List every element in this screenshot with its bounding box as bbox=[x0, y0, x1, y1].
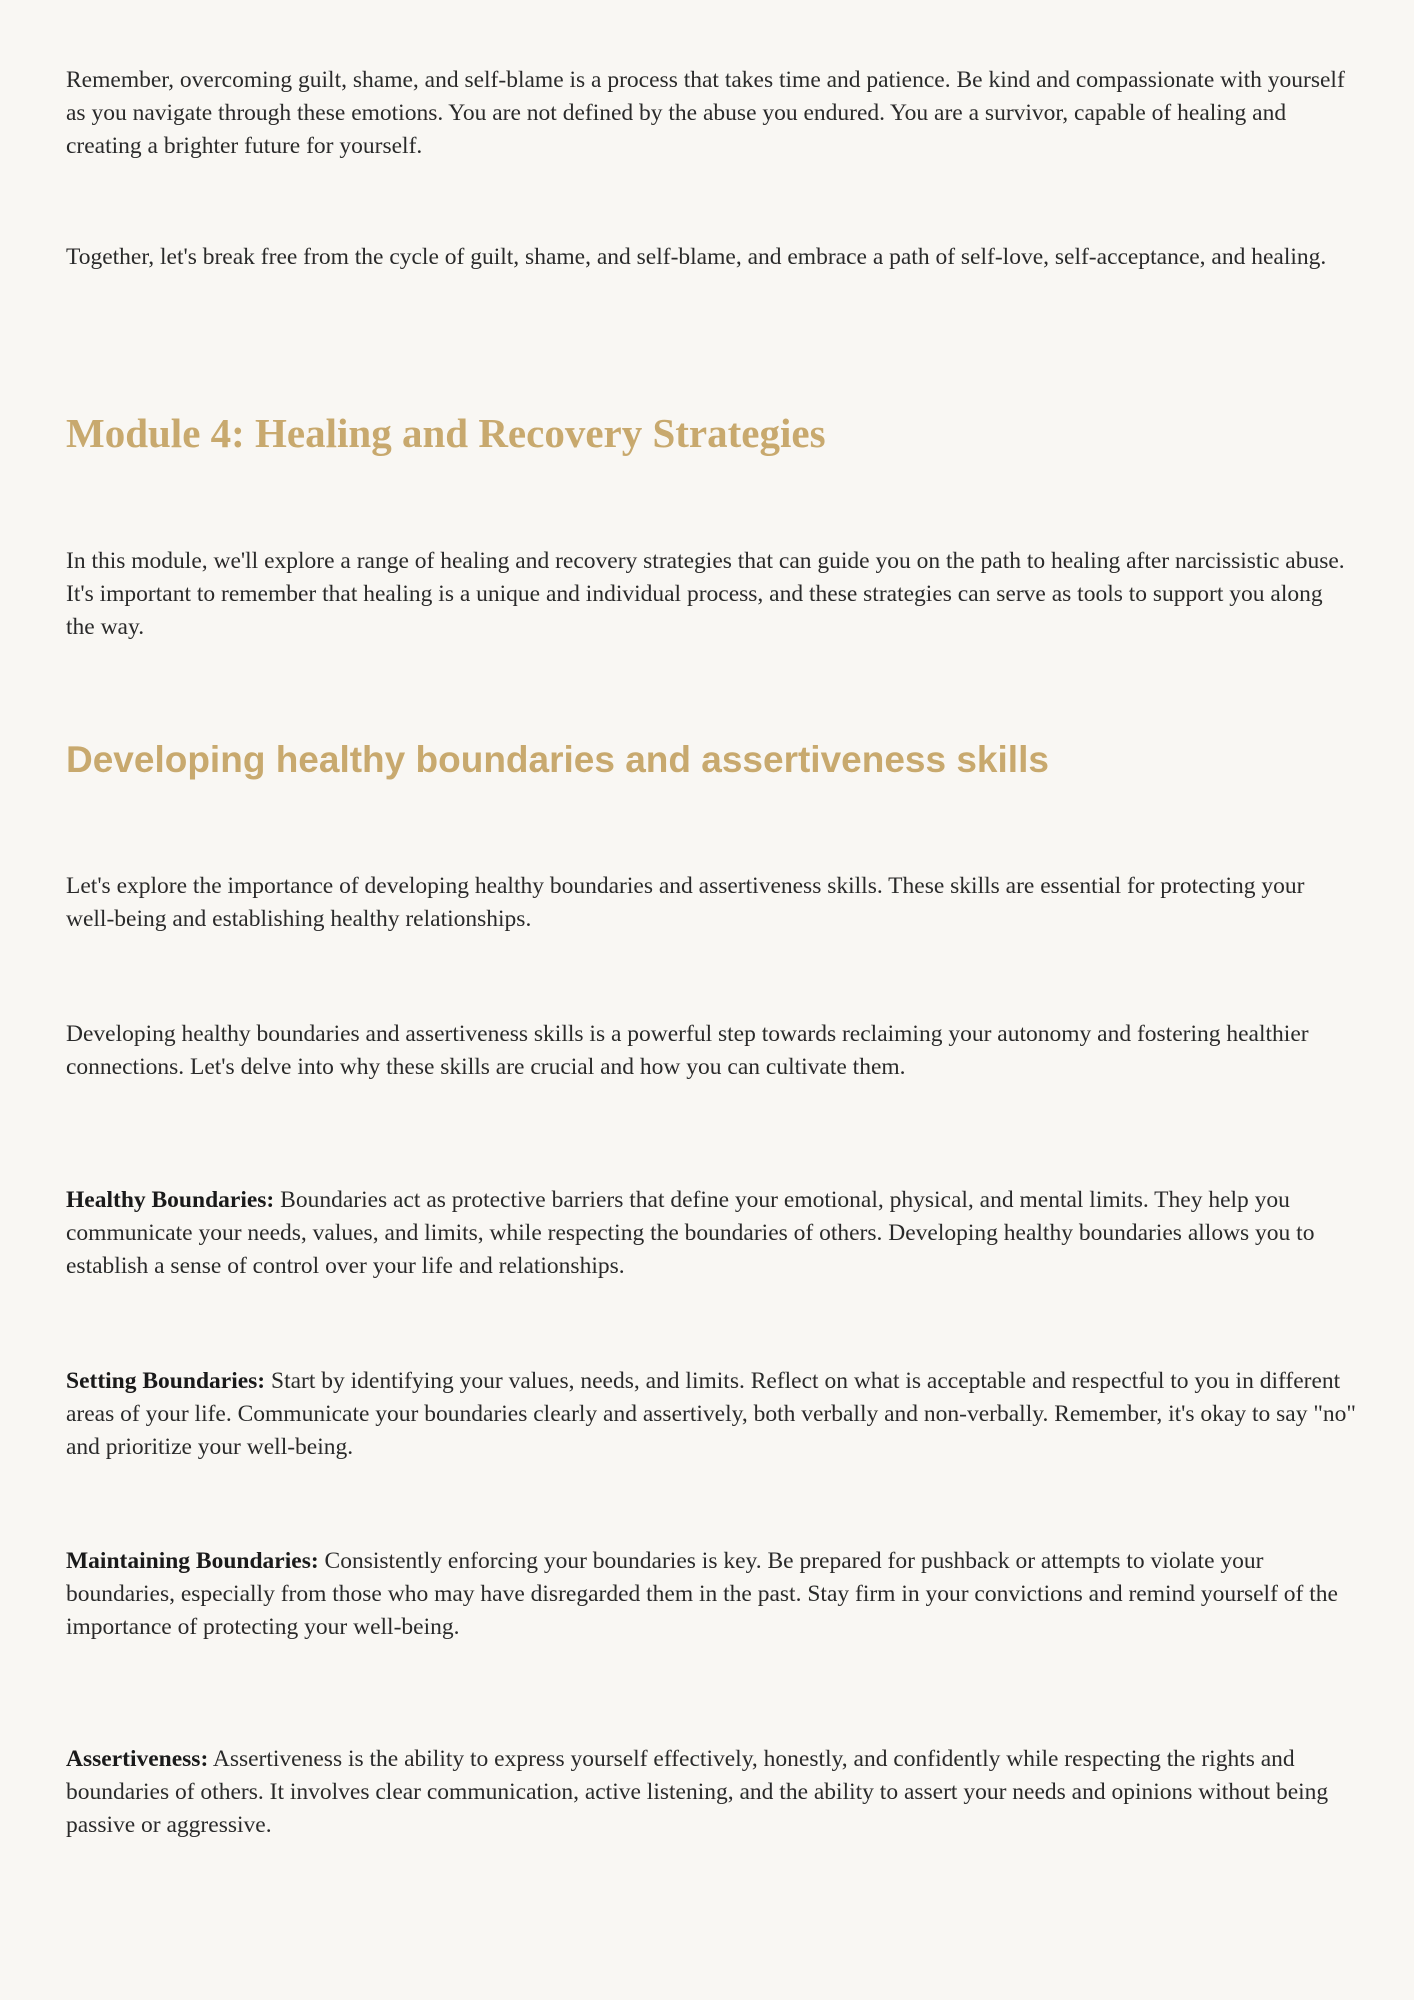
item-paragraph bbox=[66, 1365, 1356, 1464]
module-intro-text: In this module, we'll explore a range of healing and recovery strategies that can guide you on the path to healing after narcissistic abuse. It's important to remember that healing is a unique and individual process, and these strategies can serve as tools to support you along the way. bbox=[66, 548, 1345, 640]
intro-paragraph-2 bbox=[66, 241, 1356, 274]
intro-text: Together, let's break free from the cycle of guilt, shame, and self-blame, and embrace a path of self-love, self-acceptance, and healing. bbox=[66, 244, 1327, 270]
item-term: Maintaining Boundaries: bbox=[66, 1548, 319, 1574]
item-text: Consistently enforcing your boundaries is key. Be prepared for pushback or attempts to violate your boundaries, especially from those who may have disregarded them in the past. Stay firm in your convictions and remind yourself of the importance of protecting your well-being. bbox=[66, 1548, 1338, 1640]
section-title: Developing healthy boundaries and assertiveness skills bbox=[66, 739, 1049, 780]
intro-text: Remember, overcoming guilt, shame, and self-blame is a process that takes time and patience. Be kind and compassionate with yourself as you navigate through these emotions. You are not defined by the abuse you endured. You are a survivor, capable of healing and creating a brighter future for yourself. bbox=[66, 67, 1345, 159]
item-setting-boundaries bbox=[66, 1365, 1356, 1464]
section-paragraph-1 bbox=[66, 870, 1356, 936]
module-heading bbox=[66, 408, 1356, 458]
item-term: Healthy Boundaries: bbox=[66, 1187, 275, 1213]
module-intro bbox=[66, 545, 1356, 644]
item-term: Assertiveness: bbox=[66, 1746, 209, 1772]
section-text: Developing healthy boundaries and assertiveness skills is a powerful step towards reclaiming your autonomy and fostering healthier connections. Let's delve into why these skills are crucial and how you can cultivate them. bbox=[66, 1021, 1309, 1080]
item-text: Boundaries act as protective barriers that define your emotional, physical, and mental limits. They help you communicate your needs, values, and limits, while respecting the boundaries of others. Developing healthy boundaries allows you to establish a sense of control over your life and relationships. bbox=[66, 1187, 1315, 1279]
item-maintaining-boundaries bbox=[66, 1545, 1356, 1644]
item-paragraph bbox=[66, 1545, 1356, 1644]
item-healthy-boundaries bbox=[66, 1184, 1356, 1283]
item-paragraph bbox=[66, 1184, 1356, 1283]
item-text: Start by identifying your values, needs, and limits. Reflect on what is acceptable and respectful to you in different areas of your life. Communicate your boundaries clearly and assertively, both verbally and non-verbally. Remember, it's okay to say "no" and prioritize your well-being. bbox=[66, 1368, 1357, 1460]
item-paragraph bbox=[66, 1743, 1356, 1842]
item-text: Assertiveness is the ability to express yourself effectively, honestly, and confidently while respecting the rights and boundaries of others. It involves clear communication, active listening, and the ability to assert your needs and opinions without being passive or aggressive. bbox=[66, 1746, 1329, 1838]
section-heading bbox=[66, 737, 1356, 783]
item-term: Setting Boundaries: bbox=[66, 1368, 266, 1394]
item-assertiveness bbox=[66, 1743, 1356, 1842]
module-title: Module 4: Healing and Recovery Strategies bbox=[66, 410, 826, 456]
section-text: Let's explore the importance of developing healthy boundaries and assertiveness skills. These skills are essential for protecting your well-being and establishing healthy relationships. bbox=[66, 873, 1305, 932]
section-paragraph-2 bbox=[66, 1018, 1356, 1084]
intro-paragraph-1 bbox=[66, 64, 1356, 163]
